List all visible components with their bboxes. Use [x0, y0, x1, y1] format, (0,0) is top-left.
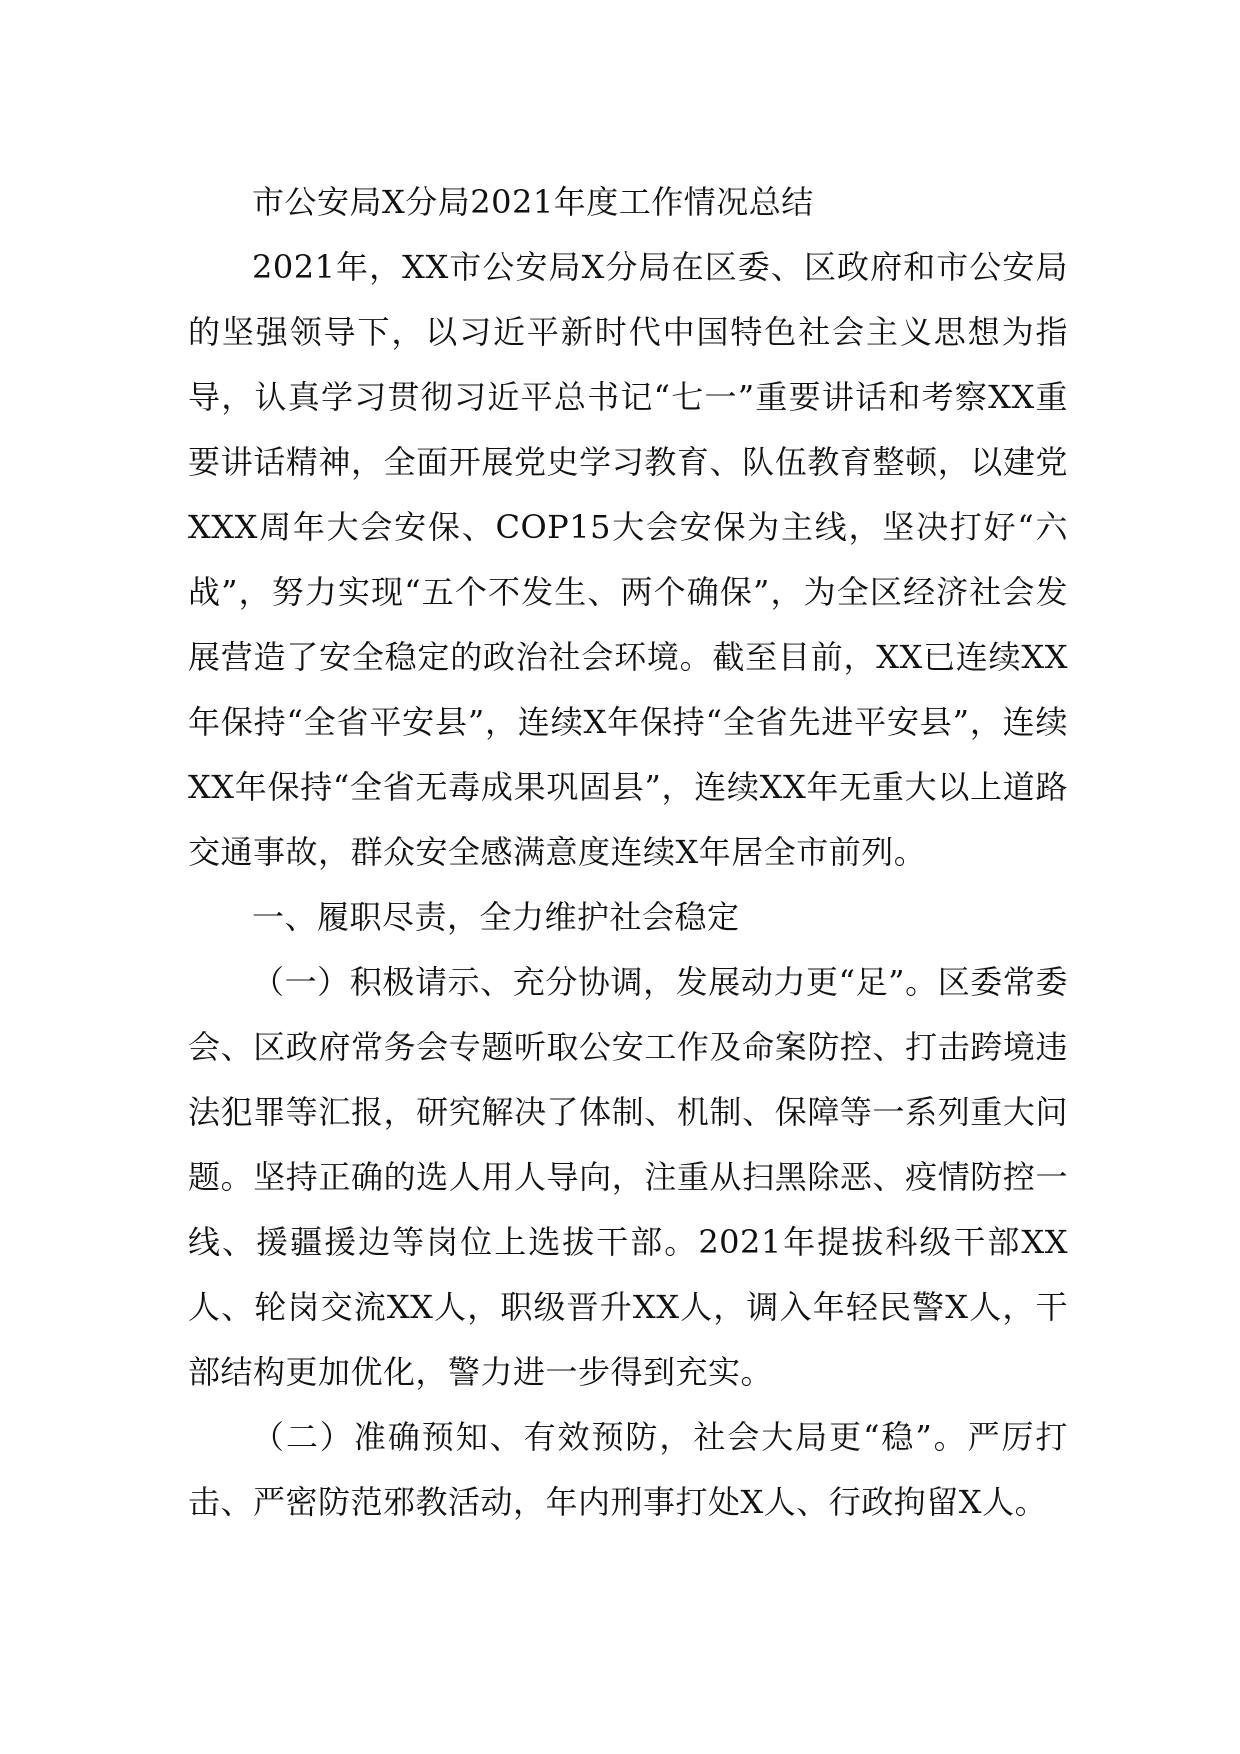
section-heading: 一、履职尽责，全力维护社会稳定 [252, 898, 740, 936]
document-title: 市公安局X分局2021年度工作情况总结 [252, 183, 814, 221]
document-body [188, 170, 1068, 1535]
section-paragraph: （一）积极请示、充分协调，发展动力更“足”。区委常委会、区政府常务会专题听取公安工作及命案防控、打击跨境违法犯罪等汇报，研究解决了体制、机制、保障等一系列重大问题。坚持正确的选人用人导向，注重从扫黑除恶、疫情防控一线、援疆援边等岗位上选拔干部。2021年提拔科级干部XX人、轮岗交流XX人，职级晋升XX人，调入年轻民警X人，干部结构更加优化，警力进一步得到充实。 [188, 963, 1068, 1391]
intro-paragraph: 2021年，XX市公安局X分局在区委、区政府和市公安局的坚强领导下，以习近平新时代中国特色社会主义思想为指导，认真学习贯彻习近平总书记“七一”重要讲话和考察XX重要讲话精神，全面开展党史学习教育、队伍教育整顿，以建党XXX周年大会安保、COP15大会安保为主线，坚决打好“六战”，努力实现“五个不发生、两个确保”，为全区经济社会发展营造了安全稳定的政治社会环境。截至目前，XX已连续XX年保持“全省平安县”，连续X年保持“全省先进平安县”，连续XX年保持“全省无毒成果巩固县”，连续XX年无重大以上道路交通事故，群众安全感满意度连续X年居全市前列。 [188, 248, 1068, 871]
section-paragraph: （二）准确预知、有效预防，社会大局更“稳”。严厉打击、严密防范邪教活动，年内刑事打处X人、行政拘留X人。 [188, 1418, 1068, 1521]
